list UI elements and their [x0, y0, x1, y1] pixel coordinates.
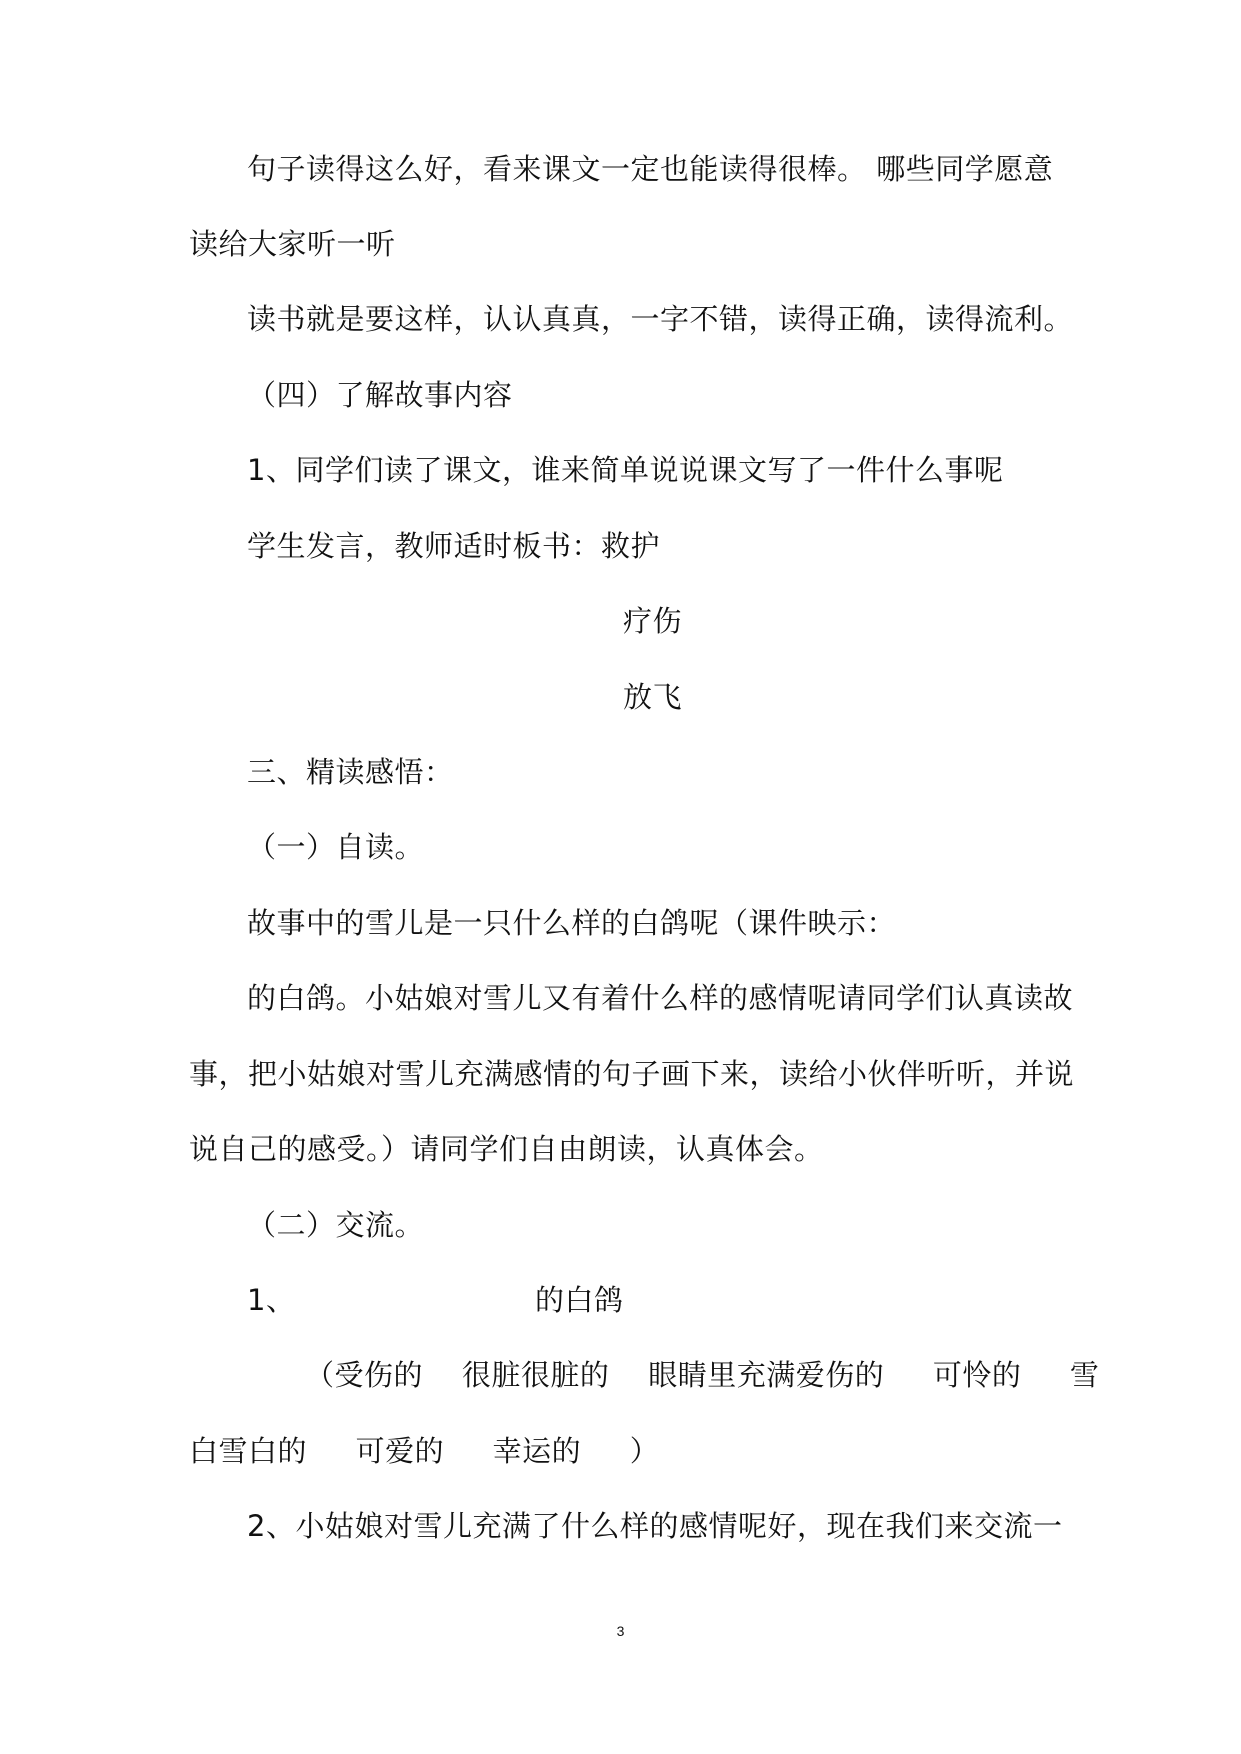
paragraph-line: 故事中的雪儿是一只什么样的白鸽呢（课件映示： [247, 906, 897, 940]
paragraph-line: （受伤的 很脏很脏的 眼睛里充满爱伤的 可怜的 雪 [305, 1358, 1100, 1392]
section-heading: （二）交流。 [247, 1208, 425, 1242]
section-heading: 三、精读感悟： [247, 755, 454, 789]
paragraph-line: 学生发言，教师适时板书：救护 [247, 529, 661, 563]
paragraph-line: 句子读得这么好，看来课文一定也能读得很棒。 哪些同学愿意 [247, 152, 1054, 186]
page-number: 3 [616, 1623, 625, 1639]
paragraph-line: 白雪白的 可爱的 幸运的 ） [189, 1434, 660, 1468]
paragraph-line: 说自己的感受。）请同学们自由朗读，认真体会。 [189, 1132, 824, 1166]
paragraph-line: 事，把小姑娘对雪儿充满感情的句子画下来，读给小伙伴听听，并说 [189, 1057, 1075, 1091]
board-note: 疗伤 [623, 604, 683, 638]
list-number: 1、 [247, 1283, 296, 1317]
paragraph-line: 1、同学们读了课文，谁来简单说说课文写了一件什么事呢 [247, 453, 1004, 487]
section-heading: （四）了解故事内容 [247, 378, 513, 412]
paragraph-line: 2、小姑娘对雪儿充满了什么样的感情呢好，现在我们来交流一 [247, 1509, 1063, 1543]
paragraph-line: 的白鸽。小姑娘对雪儿又有着什么样的感情呢请同学们认真读故 [247, 981, 1074, 1015]
board-note: 放飞 [623, 680, 683, 714]
paragraph-line: 读书就是要这样，认认真真，一字不错，读得正确，读得流利。 [247, 302, 1074, 336]
paragraph-line: 读给大家听一听 [189, 227, 396, 261]
section-heading: （一）自读。 [247, 830, 425, 864]
paragraph-line: 的白鸽 [535, 1283, 624, 1317]
